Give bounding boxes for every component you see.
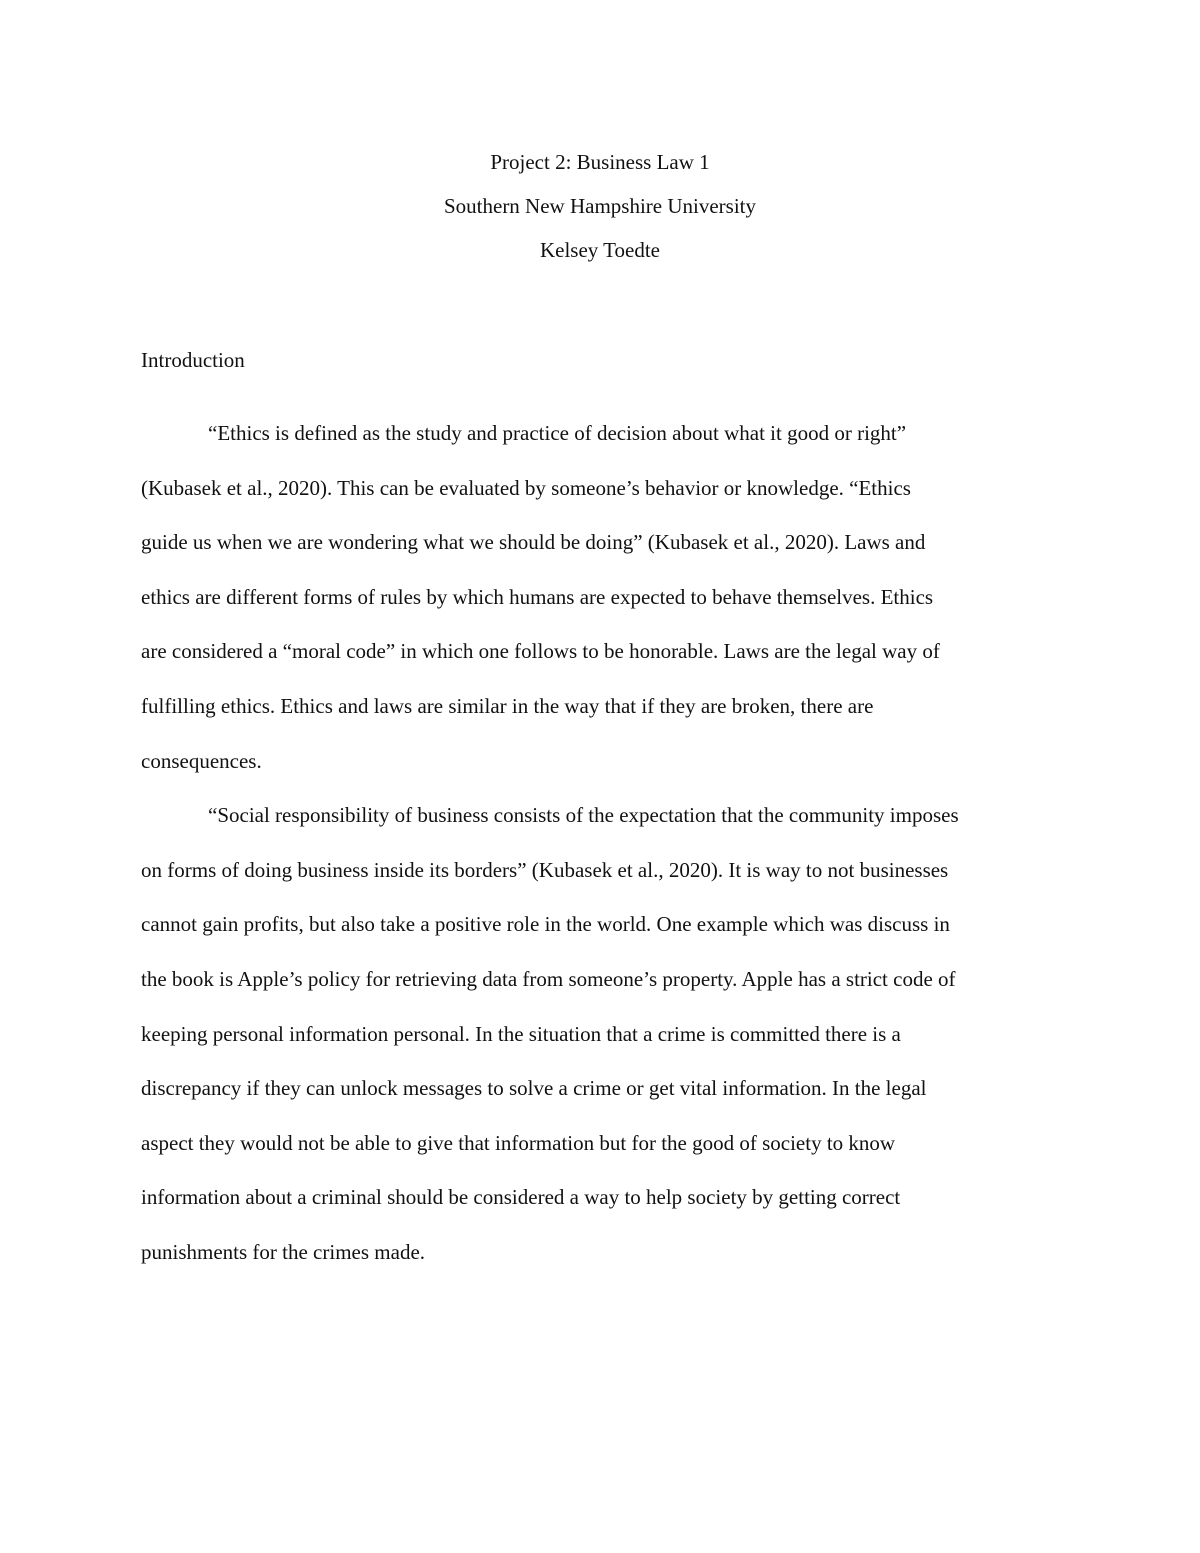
paragraph-line: aspect they would not be able to give that information but for the good of society to know — [141, 1130, 896, 1155]
paragraph-line: guide us when we are wondering what we should be doing” (Kubasek et al., 2020). Laws and — [141, 530, 926, 555]
body-text — [141, 406, 1061, 1280]
institution-name: Southern New Hampshire University — [443, 194, 757, 218]
paragraph-line: information about a criminal should be considered a way to help society by getting correct — [141, 1185, 901, 1210]
paragraph-line: punishments for the crimes made. — [141, 1239, 426, 1264]
paragraph-line: “Ethics is defined as the study and practice of decision about what it good or right” — [208, 421, 907, 445]
paragraph-social-responsibility — [141, 788, 1061, 1279]
paragraph-line: “Social responsibility of business consists of the expectation that the community imposes — [208, 803, 959, 828]
paragraph-line: are considered a “moral code” in which one follows to be honorable. Laws are the legal way of — [141, 639, 940, 664]
document-title: Project 2: Business Law 1 — [490, 150, 710, 174]
title-block — [0, 140, 1200, 272]
paragraph-line: cannot gain profits, but also take a positive role in the world. One example which was discuss in — [141, 912, 950, 937]
paragraph-line: keeping personal information personal. In the situation that a crime is committed there is a — [141, 1021, 901, 1046]
paragraph-ethics — [141, 406, 1061, 788]
paragraph-line: on forms of doing business inside its borders” (Kubasek et al., 2020). It is way to not businesses — [141, 857, 949, 882]
paragraph-line: ethics are different forms of rules by which humans are expected to behave themselves. Ethics — [141, 584, 934, 609]
paragraph-line: the book is Apple’s policy for retrieving data from someone’s property. Apple has a strict code of — [141, 966, 956, 991]
section-heading-introduction: Introduction — [141, 348, 245, 372]
paragraph-line: consequences. — [141, 748, 262, 773]
paragraph-line: (Kubasek et al., 2020). This can be evaluated by someone’s behavior or knowledge. “Ethics — [141, 475, 911, 500]
author-name: Kelsey Toedte — [539, 238, 661, 262]
paragraph-line: fulfilling ethics. Ethics and laws are similar in the way that if they are broken, there are — [141, 693, 874, 718]
paragraph-line: discrepancy if they can unlock messages to solve a crime or get vital information. In the legal — [141, 1076, 927, 1101]
